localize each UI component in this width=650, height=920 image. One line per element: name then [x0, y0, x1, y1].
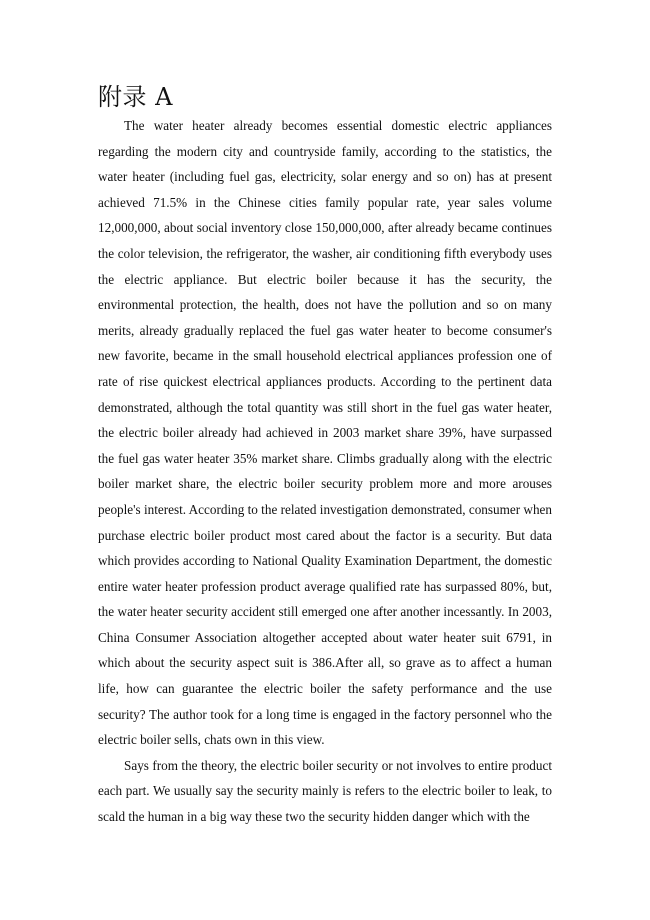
body-text — [98, 113, 552, 830]
paragraph: The water heater already becomes essential domestic electric appliances regarding the modern city and countryside family, according to the statistics, the water heater (including fuel gas, electricity, solar energy and so on) has at present achieved 71.5% in the Chinese cities family popular rate, year sales volume 12,000,000, about social inventory close 150,000,000, after already became continues the color television, the refrigerator, the washer, air conditioning fifth everybody uses the electric appliance. But electric boiler because it has the security, the environmental protection, the health, does not have the pollution and so on many merits, already gradually replaced the fuel gas water heater to become consumer's new favorite, became in the small household electrical appliances profession one of rate of rise quickest electrical appliances products. According to the pertinent data demonstrated, although the total quantity was still short in the fuel gas water heater, the electric boiler already had achieved in 2003 market share 39%, have surpassed the fuel gas water heater 35% market share. Climbs gradually along with the electric boiler market share, the electric boiler security problem more and more arouses people's interest. According to the related investigation demonstrated, consumer when purchase electric boiler product most cared about the factor is a security. But data which provides according to National Quality Examination Department, the domestic entire water heater profession product average qualified rate has surpassed 80%, but, the water heater security accident still emerged one after another incessantly. In 2003, China Consumer Association altogether accepted about water heater suit 6791, in which about the security aspect suit is 386.After all, so grave as to affect a human life, how can guarantee the electric boiler the safety performance and the use security? The author took for a long time is engaged in the factory personnel who the electric boiler sells, chats own in this view. — [98, 118, 552, 748]
paragraph: Says from the theory, the electric boiler security or not involves to entire product each part. We usually say the security mainly is refers to the electric boiler to leak, to scald the human in a big way these two the security hidden danger which with the — [98, 757, 552, 825]
appendix-heading: 附录 A — [98, 83, 173, 111]
